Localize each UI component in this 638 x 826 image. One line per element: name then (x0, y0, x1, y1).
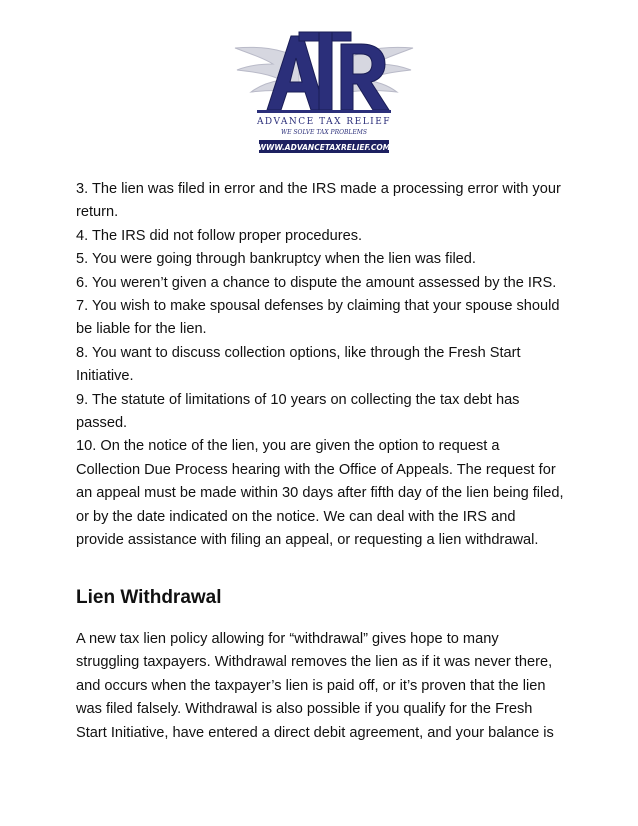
numbered-list (76, 178, 576, 553)
list-line: 6. You weren’t given a chance to dispute the amount assessed by the IRS. (76, 274, 557, 291)
list-line: Initiative. (76, 368, 134, 385)
logo-company-name: ADVANCE TAX RELIEF (256, 117, 392, 127)
paragraph-line: was filed falsely. Withdrawal is also possible if you qualify for the Fresh (76, 701, 533, 718)
list-line: or by the date indicated on the notice. We can deal with the IRS and (76, 508, 516, 525)
list-line: 7. You wish to make spousal defenses by claiming that your spouse should (76, 298, 560, 315)
paragraph-line: struggling taxpayers. Withdrawal removes the lien as if it was never there, (76, 654, 553, 671)
list-line: 4. The IRS did not follow proper procedures. (76, 227, 363, 244)
list-line: return. (76, 204, 119, 221)
paragraph-line: Start Initiative, have entered a direct debit agreement, and your balance is (76, 724, 554, 741)
logo-tagline: WE SOLVE TAX PROBLEMS (280, 129, 368, 136)
logo-website: WWW.ADVANCETAXRELIEF.COM (257, 143, 391, 152)
list-line: an appeal must be made within 30 days after fifth day of the lien being filed, (76, 485, 564, 502)
paragraph-line: A new tax lien policy allowing for “withdrawal” gives hope to many (76, 631, 499, 647)
list-line: 10. On the notice of the lien, you are given the option to request a (76, 438, 500, 455)
list-line: passed. (76, 415, 128, 432)
list-line: 8. You want to discuss collection options, like through the Fresh Start (76, 344, 521, 361)
paragraph-line: and occurs when the taxpayer’s lien is paid off, or it’s proven that the lien (76, 677, 546, 694)
list-line: be liable for the lien. (76, 321, 207, 338)
company-logo (229, 18, 419, 160)
list-line: 3. The lien was filed in error and the IRS made a processing error with your (76, 181, 561, 197)
atr-logo-graphic (229, 18, 419, 160)
list-line: provide assistance with filing an appeal, or requesting a lien withdrawal. (76, 532, 539, 549)
list-line: 5. You were going through bankruptcy when the lien was filed. (76, 251, 476, 268)
section-heading: Lien Withdrawal (76, 587, 222, 608)
list-line: 9. The statute of limitations of 10 years on collecting the tax debt has (76, 391, 520, 408)
section-paragraph (76, 628, 576, 745)
list-line: Collection Due Process hearing with the Office of Appeals. The request for (76, 461, 556, 478)
